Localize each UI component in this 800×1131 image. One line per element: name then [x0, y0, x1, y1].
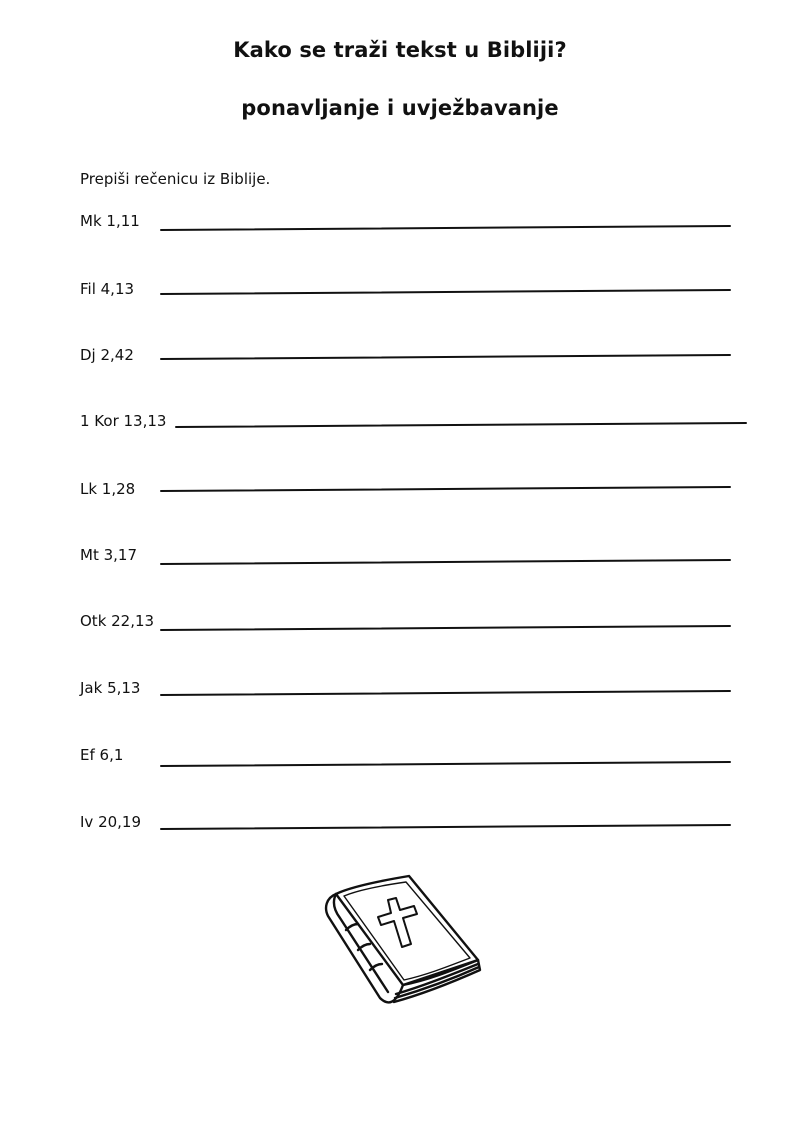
reference-label: Mk 1,11 [80, 212, 140, 230]
reference-label: 1 Kor 13,13 [80, 412, 167, 430]
reference-label: Otk 22,13 [80, 612, 155, 630]
writing-line[interactable] [161, 487, 730, 491]
bible-book-icon [318, 872, 484, 1012]
reference-label: Mt 3,17 [80, 546, 137, 564]
page-subtitle: ponavljanje i uvježbavanje [241, 96, 559, 120]
instruction-text: Prepiši rečenicu iz Biblije. [80, 170, 271, 188]
writing-line[interactable] [161, 762, 730, 766]
writing-line[interactable] [176, 423, 746, 427]
reference-label: Ef 6,1 [80, 746, 124, 764]
writing-line[interactable] [161, 226, 730, 230]
writing-line[interactable] [161, 355, 730, 359]
reference-label: Lk 1,28 [80, 480, 136, 498]
reference-label: Iv 20,19 [80, 813, 142, 831]
reference-label: Jak 5,13 [80, 679, 141, 697]
writing-line[interactable] [161, 290, 730, 294]
writing-line[interactable] [161, 626, 730, 630]
writing-line[interactable] [161, 691, 730, 695]
reference-label: Fil 4,13 [80, 280, 135, 298]
writing-line[interactable] [161, 825, 730, 829]
reference-label: Dj 2,42 [80, 346, 134, 364]
page-title: Kako se traži tekst u Bibliji? [233, 38, 567, 62]
writing-line[interactable] [161, 560, 730, 564]
